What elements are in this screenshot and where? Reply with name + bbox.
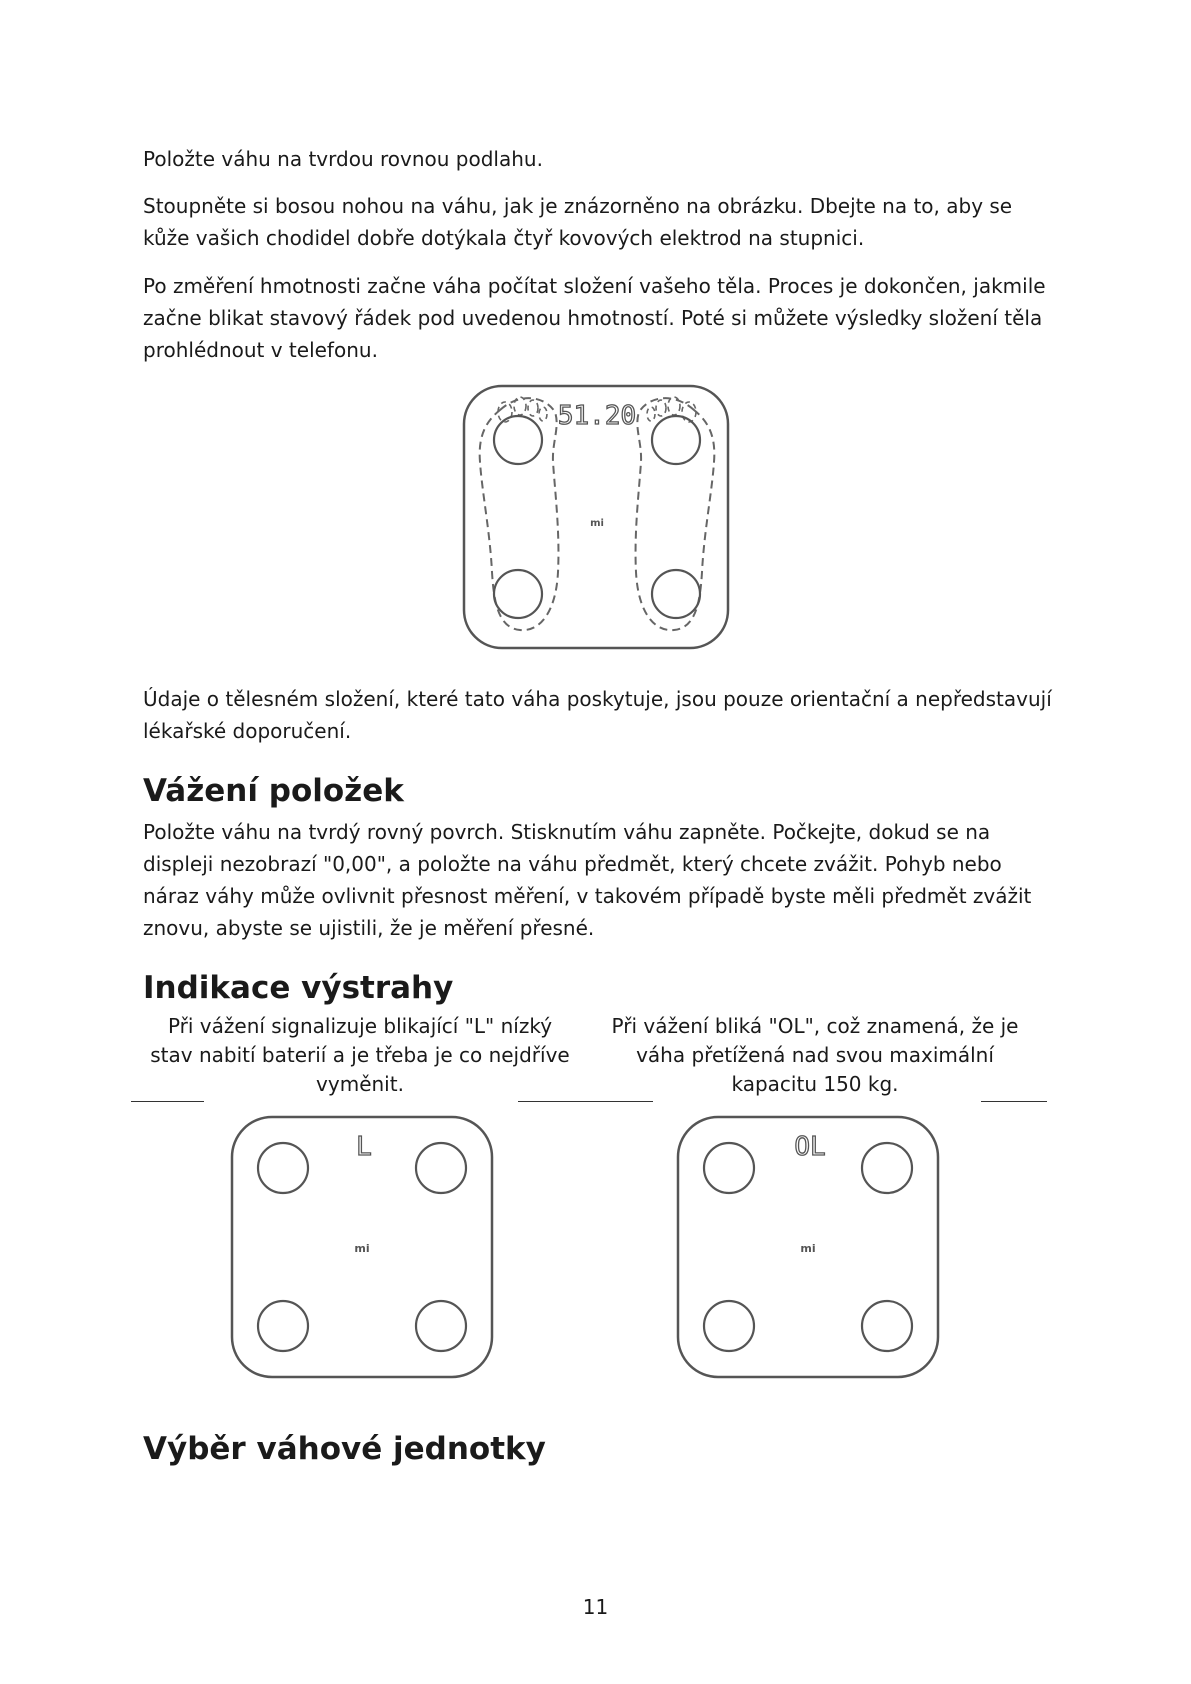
warning-low-battery-text: Při vážení signalizuje blikající "L" nízký stav nabití baterií a je třeba je co nejdříve vyměnit. (150, 1014, 570, 1096)
paragraph-weighing-items: Položte váhu na tvrdý rovný povrch. Stisknutím váhu zapněte. Počkejte, dokud se na displeji nezobrazí "0,00", a položte na váhu předmět, který chcete zvážit. Pohyb nebo náraz váhy může ovlivnit přesnost měření, v takovém případě byste měli předmět zvážit znovu, abyste se ujistili, že je měření přesné. (143, 820, 1032, 940)
mi-logo: mi (800, 1242, 816, 1255)
scale-display-overload: OL (794, 1132, 826, 1162)
divider-line (518, 1101, 653, 1102)
scale-feet-illustration (460, 382, 734, 654)
mi-logo: mi (354, 1242, 370, 1255)
paragraph-measurement: Po změření hmotnosti začne váha počítat složení vašeho těla. Proces je dokončen, jakmile začne blikat stavový řádek pod uvedenou hmotností. Poté si můžete výsledky složení těla prohlédnout v telefonu. (143, 274, 1046, 362)
scale-display-low-battery: L (356, 1132, 372, 1162)
heading-weighing-items: Vážení položek (143, 773, 404, 809)
paragraph-step-on: Stoupněte si bosou nohou na váhu, jak je znázorněno na obrázku. Dbejte na to, aby se kůže vašich chodidel dobře dotýkala čtyř kovových elektrod na stupnici. (143, 194, 1013, 250)
scale-display-weight: 51.20 (557, 401, 637, 431)
mi-logo: mi (590, 518, 604, 529)
page-number: 11 (582, 1595, 609, 1619)
paragraph-disclaimer: Údaje o tělesném složení, které tato váha poskytuje, jsou pouze orientační a nepředstavují lékařské doporučení. (143, 687, 1052, 743)
scale-overload-illustration (674, 1113, 942, 1381)
heading-warning-indication: Indikace výstrahy (143, 970, 454, 1006)
scale-low-battery-illustration (228, 1113, 496, 1381)
warning-overload-text: Při vážení bliká "OL", což znamená, že je váha přetížená nad svou maximální kapacitu 150 kg. (611, 1014, 1019, 1096)
heading-unit-selection: Výběr váhové jednotky (143, 1431, 546, 1467)
divider-line (981, 1101, 1047, 1102)
divider-line (131, 1101, 204, 1102)
paragraph-placement: Položte váhu na tvrdou rovnou podlahu. (143, 147, 543, 171)
